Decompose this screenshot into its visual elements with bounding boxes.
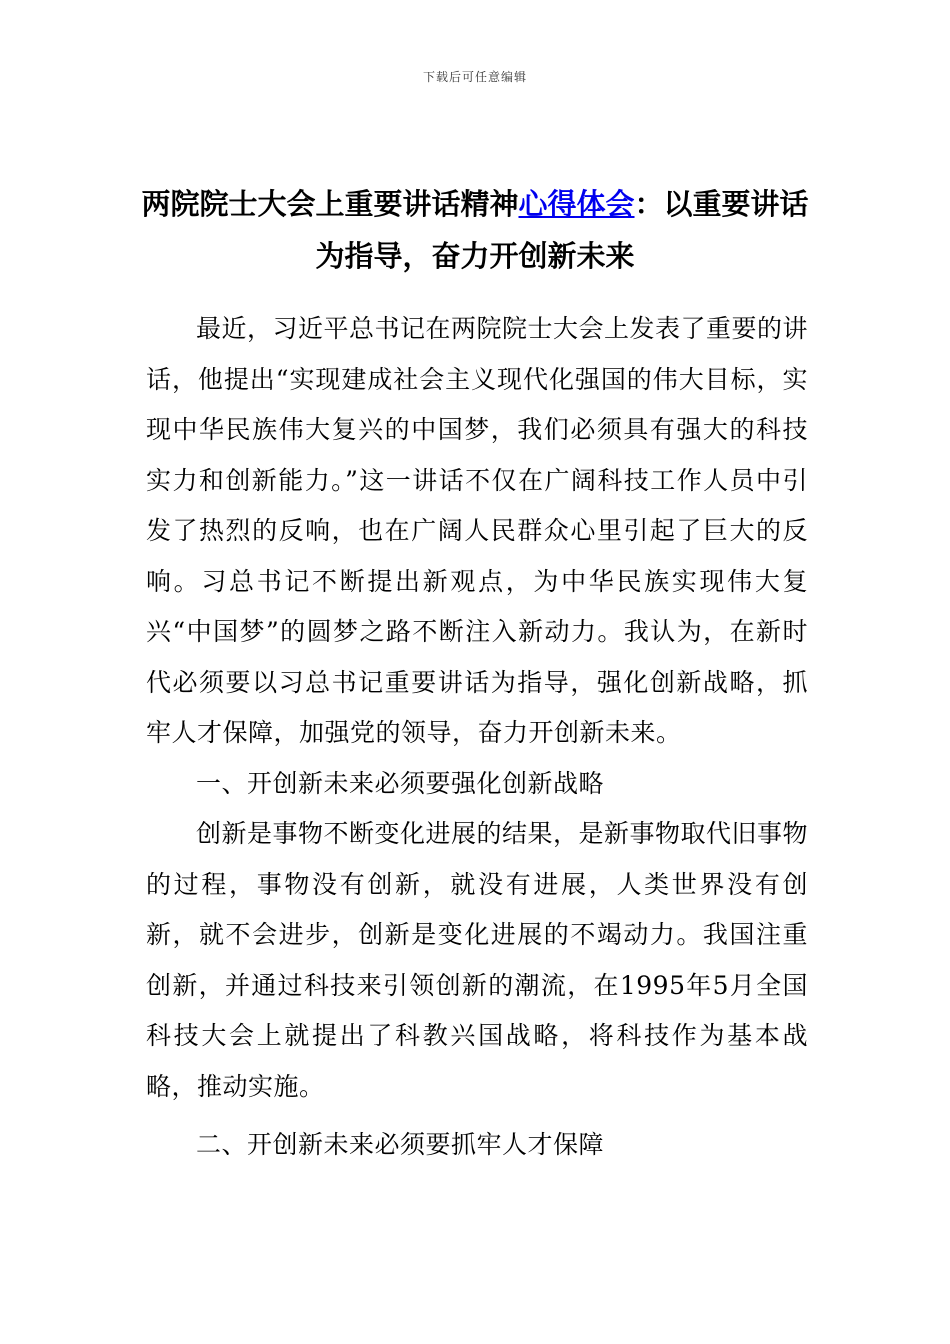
title-part-1: 两院院士大会上重要讲话精神	[141, 187, 519, 221]
title-part-2: ：以重要讲话为指导，奋力开创新未来	[315, 187, 809, 273]
document-title	[130, 178, 820, 282]
header-note: 下载后可任意编辑	[422, 70, 527, 84]
section-heading-1: 一、开创新未来必须要强化创新战略	[196, 768, 605, 798]
section-heading-2: 二、开创新未来必须要抓牢人才保障	[196, 1130, 605, 1159]
paragraph-intro: 最近，习近平总书记在两院院士大会上发表了重要的讲话，他提出“实现建成社会主义现代化强国的伟大目标，实现中华民族伟大复兴的中国梦，我们必须具有强大的科技实力和创新能力。”这一讲话不仅在广阔科技工作人员中引发了热烈的反响，也在广阔人民群众心里引起了巨大的反响。习总书记不断提出新观点，为中华民族实现伟大复兴“中国梦”的圆梦之路不断注入新动力。我认为，在新时代必须要以习总书记重要讲话为指导，强化创新战略，抓牢人才保障，加强党的领导，奋力开创新未来。	[146, 314, 809, 747]
document-body	[146, 304, 808, 1171]
paragraph-innovation: 创新是事物不断变化进展的结果，是新事物取代旧事物的过程，事物没有创新，就没有进展，人类世界没有创新，就不会进步，创新是变化进展的不竭动力。我国注重创新，并通过科技来引领创新的潮流，在1995年5月全国科技大会上就提出了科教兴国战略，将科技作为基本战略，推动实施。	[146, 819, 809, 1101]
title-link[interactable]: 心得体会	[518, 187, 635, 221]
